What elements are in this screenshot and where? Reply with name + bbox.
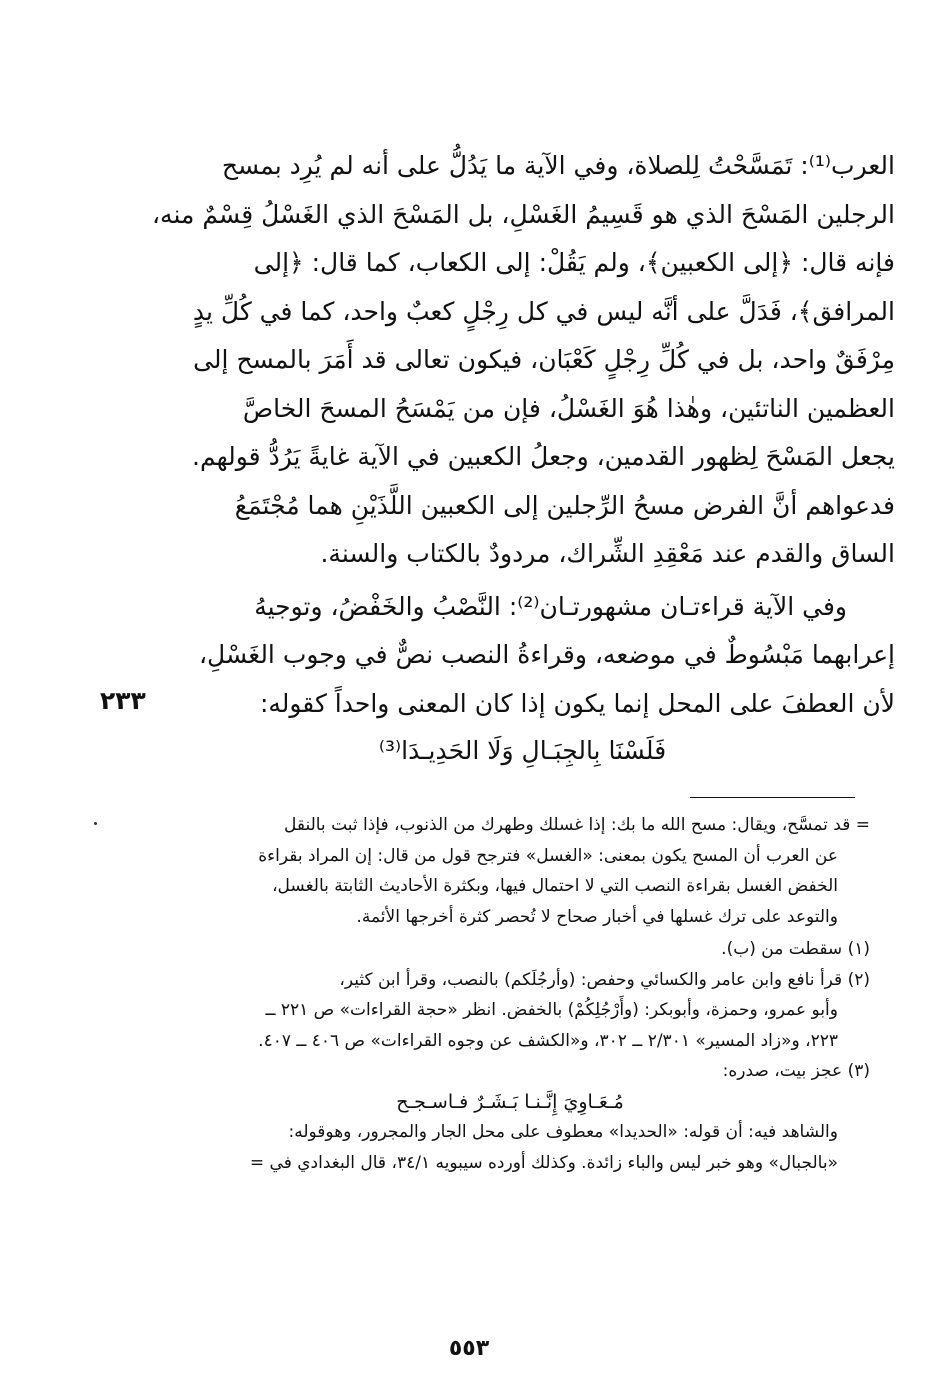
- main-line: لأن العطفَ على المحل إنما يكون إذا كان المعنى واحداً كقوله:: [259, 688, 895, 718]
- main-line: فإنه قال: ﴿إلى الكعبين﴾، ولم يَقُلْ: إلى الكعاب، كما قال: ﴿إلى: [253, 248, 895, 277]
- footnotes: [150, 810, 870, 1178]
- footnote-line: عن العرب أن المسح يكون بمعنى: «الغسل» فترجح قول من قال: إن المراد بقراءة: [258, 845, 838, 866]
- footnote-3-verse: مُـعَـاوِيَ إِنَّـنـا بَـشَـرٌ فـاسـجـح: [396, 1090, 624, 1113]
- main-line: المرافق﴾، فَدَلَّ على أنَّه ليس في كل رِجْلٍ كعبٌ واحد، كما في كُلِّ يدٍ: [192, 296, 895, 326]
- footnote-3-intro: (٣) عجز بيت، صدره:: [722, 1061, 870, 1081]
- main-line: الرجلين المَسْحَ الذي هو قَسِيمُ الغَسْلِ، بل المَسْحَ الذي الغَسْلُ قِسْمٌ منه،: [151, 199, 895, 229]
- main-line: وفي الآية قراءتـان مشهورتـان⁽²⁾: النَّصْبُ والخَفْضُ، وتوجيهُ: [254, 591, 847, 621]
- side-page-number: ٢٣٣: [100, 686, 146, 715]
- main-line: إعرابهما مَبْسُوطٌ في موضعه، وقراءةُ النصب نصٌّ في وجوب الغَسْلِ،: [198, 640, 895, 669]
- margin-mark: [94, 822, 97, 825]
- main-text: [150, 142, 895, 728]
- footnote-3-line: والشاهد فيه: أن قوله: «الحديدا» معطوف على محل الجار والمجرور، وهوقوله:: [288, 1122, 838, 1142]
- main-line: العرب⁽¹⁾: تَمَسَّحْتُ لِلصلاة، وفي الآية ما يَدُلُّ على أنه لم يُرِد بمسح: [221, 151, 895, 180]
- footnote-3-line: «بالجبال» وهو خبر ليس والباء زائدة. وكذلك أورده سيبويه ٣٤/١، قال البغدادي في =: [249, 1152, 838, 1173]
- main-line: الساق والقدم عند مَعْقِدِ الشِّراك، مردودٌ بالكتاب والسنة.: [320, 539, 895, 568]
- main-line: العظمين الناتئين، وهٰذا هُوَ الغَسْلُ، فإن من يَمْسَحُ المسحَ الخاصَّ: [242, 393, 895, 423]
- main-line: فدعواهم أنَّ الفرض مسحُ الرِّجلين إلى الكعبين اللَّذَيْنِ هما مُجْتَمَعُ: [234, 490, 895, 520]
- main-line: مِرْفَقٌ واحد، بل في كُلِّ رِجْلٍ كَعْبَان، فيكون تعالى قد أَمَرَ بالمسح إلى: [193, 345, 895, 374]
- footnote-2-line: ٢٢٣، و«زاد المسير» ٢/٣٠١ ــ ٣٠٢، و«الكشف عن وجوه القراءات» ص ٤٠٦ ــ ٤٠٧.: [258, 1030, 838, 1051]
- footnote-2-line: (٢) قرأ نافع وابن عامر والكسائي وحفص: (وأرجُلَكم) بالنصب، وقرأ ابن كثير،: [339, 969, 870, 990]
- main-line: يجعل المَسْحَ لِظهور القدمين، وجعلُ الكعبين في الآية غايةً يَرُدُّ قولهم.: [192, 442, 895, 471]
- footnote-1: (١) سقطت من (ب).: [721, 939, 870, 959]
- footnote-divider: [690, 797, 855, 798]
- footnote-line: = قد تمسَّح، ويقال: مسح الله ما بك: إذا غسلك وطهرك من الذنوب، فإذا ثبت بالنقل: [283, 815, 870, 835]
- footnote-2-line: وأبو عمرو، وحمزة، وأبوبكر: (وأَرْجُلِكُمْ) بالخفض. انظر «حجة القراءات» ص ٢٢١ ــ: [265, 1000, 838, 1020]
- footnote-line: والتوعد على ترك غسلها في أخبار صحاح لا تُحصر كثرة أخرجها الأئمة.: [356, 906, 838, 927]
- poem-verse: فَلَسْنَا بِالجِبَـالِ وَلَا الحَدِيـدَا⁽³⁾: [378, 736, 667, 765]
- footnote-line: الخفض الغسل بقراءة النصب التي لا احتمال فيها، وبكثرة الأحاديث الثابتة بالغسل،: [272, 876, 838, 896]
- page-number: ٥٥٣: [448, 1336, 490, 1361]
